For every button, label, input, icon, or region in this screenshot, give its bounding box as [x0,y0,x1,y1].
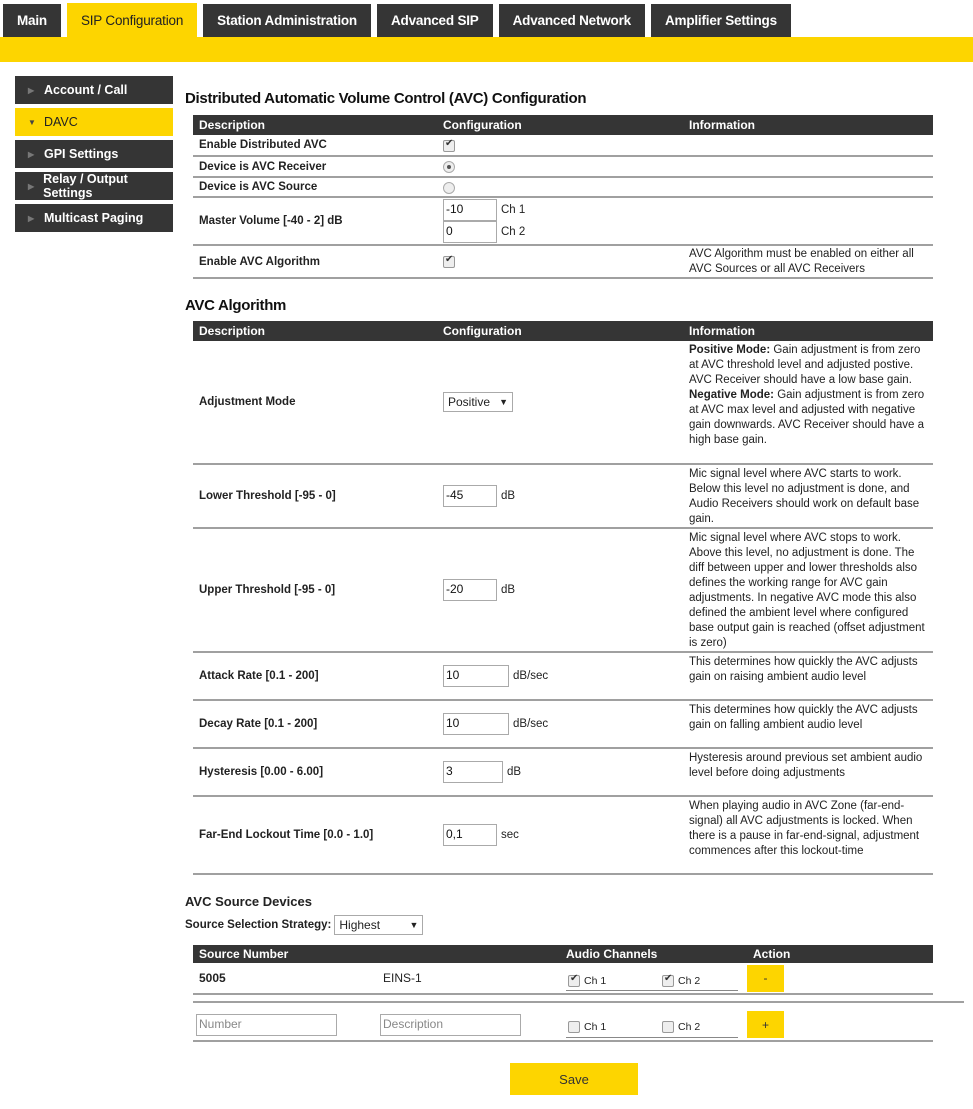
enable-distributed-avc-checkbox[interactable] [443,140,455,152]
column-header-information: Information [683,321,933,341]
table-header [193,115,933,135]
avc-source-label: Device is AVC Source [193,177,437,197]
new-source-ch1-checkbox[interactable] [568,1021,580,1033]
table-row [193,177,933,197]
sidebar-item-label: GPI Settings [44,147,119,161]
tab-sip-configuration[interactable]: SIP Configuration [67,3,197,37]
avc-source-radio[interactable] [443,182,455,194]
far-end-lockout-unit: sec [501,829,519,841]
adjustment-mode-value: Positive [448,395,491,409]
hysteresis-label: Hysteresis [0.00 - 6.00] [193,748,437,796]
new-source-ch2-checkbox[interactable] [662,1021,674,1033]
table-row [193,700,933,748]
table-row [193,464,933,528]
table-row [193,156,933,177]
ch2-label: Ch 2 [678,974,701,987]
master-volume-ch1-input[interactable]: -10 [443,199,497,221]
positive-mode-title: Positive Mode: [689,344,771,356]
main-content [185,90,945,1042]
far-end-lockout-label: Far-End Lockout Time [0.0 - 1.0] [193,796,437,874]
adjustment-mode-info [683,341,933,464]
sidebar-item-account-call[interactable] [15,76,173,104]
enable-distributed-avc-label: Enable Distributed AVC [193,135,437,156]
davc-config-table [193,115,933,279]
top-nav [0,0,797,37]
sources-section-title: AVC Source Devices [185,894,312,909]
column-header-configuration: Configuration [437,321,683,341]
chevron-down-icon: ▼ [409,920,419,930]
tab-main[interactable]: Main [3,4,61,37]
enable-avc-algorithm-checkbox[interactable] [443,256,455,268]
column-header-information: Information [683,115,933,135]
tab-advanced-sip[interactable]: Advanced SIP [377,4,493,37]
add-source-button[interactable]: + [747,1011,784,1038]
triangle-right-icon: ▶ [28,213,35,223]
column-header-source-number: Source Number [193,945,377,963]
source-description: EINS-1 [383,971,422,985]
new-source-table [193,1009,933,1042]
avc-receiver-label: Device is AVC Receiver [193,156,437,177]
sidebar-item-label: Account / Call [44,83,128,97]
column-header-description: Description [193,321,437,341]
table-row [193,748,933,796]
hysteresis-info: Hysteresis around previous set ambient audio level before doing adjustments [683,748,933,796]
decay-rate-info: This determines how quickly the AVC adjusts gain on falling ambient audio level [683,700,933,748]
ch1-label: Ch 1 [501,204,526,216]
triangle-right-icon: ▶ [28,149,35,159]
avc-receiver-radio[interactable] [443,161,455,173]
table-row [193,528,933,652]
master-volume-ch2-input[interactable]: 0 [443,221,497,243]
upper-threshold-unit: dB [501,584,516,596]
lower-threshold-label: Lower Threshold [-95 - 0] [193,464,437,528]
source-ch1-checkbox[interactable] [568,975,580,987]
sidebar-item-davc[interactable] [15,108,173,136]
save-button[interactable]: Save [510,1063,638,1095]
triangle-right-icon: ▶ [28,181,35,191]
source-strategy-value: Highest [339,918,381,932]
adjustment-mode-select[interactable] [443,392,513,412]
column-header-description [377,945,560,963]
source-strategy-select[interactable] [334,915,423,935]
sidebar-item-label: Multicast Paging [44,211,144,225]
upper-threshold-label: Upper Threshold [-95 - 0] [193,528,437,652]
decay-rate-label: Decay Rate [0.1 - 200] [193,700,437,748]
triangle-down-icon: ▼ [28,117,36,127]
lower-threshold-info: Mic signal level where AVC starts to work. Below this level no adjustment is done, and Audio Receivers should work on default base gain. [683,464,933,528]
ch2-label: Ch 2 [678,1021,701,1033]
decay-rate-unit: dB/sec [513,718,549,730]
algorithm-section-title: AVC Algorithm [185,297,287,314]
source-ch2-checkbox[interactable] [662,975,674,987]
column-header-action: Action [747,945,933,963]
tab-station-administration[interactable]: Station Administration [203,4,371,37]
sidebar-item-gpi-settings[interactable] [15,140,173,168]
ch2-label: Ch 2 [501,226,526,238]
davc-section-title: Distributed Automatic Volume Control (AVC) Configuration [185,90,587,107]
table-row [193,341,933,464]
lower-threshold-input[interactable]: -45 [443,485,497,507]
hysteresis-unit: dB [507,766,522,778]
new-source-row [193,1009,933,1041]
upper-threshold-input[interactable]: -20 [443,579,497,601]
enable-avc-algorithm-label: Enable AVC Algorithm [193,245,437,278]
attack-rate-unit: dB/sec [513,670,549,682]
ch1-label: Ch 1 [584,1021,607,1033]
table-row [193,652,933,700]
tab-amplifier-settings[interactable]: Amplifier Settings [651,4,791,37]
header-accent-bar [0,37,973,62]
decay-rate-input[interactable]: 10 [443,713,509,735]
positive-mode-text: Gain adjustment is from zero at AVC threshold level and adjusted postive. AVC Receiver should have a low base gain. [689,344,921,386]
remove-source-button[interactable]: - [747,965,784,992]
algorithm-config-table [193,321,933,875]
source-devices-table [193,945,933,995]
tab-advanced-network[interactable]: Advanced Network [499,4,645,37]
table-header [193,321,933,341]
sidebar-item-multicast-paging[interactable] [15,204,173,232]
new-source-description-input[interactable]: Description [380,1014,521,1036]
master-volume-label: Master Volume [-40 - 2] dB [193,197,437,245]
attack-rate-input[interactable]: 10 [443,665,509,687]
negative-mode-text: Gain adjustment is from zero at AVC max level and adjusted with negative gain downwards. AVC Receiver should have a high base gain. [689,389,925,446]
column-header-audio-channels: Audio Channels [560,945,747,963]
table-row [193,197,933,245]
divider [193,1001,964,1003]
upper-threshold-info: Mic signal level where AVC stops to work. Above this level, no adjustment is done. The diff between upper and lower thresholds also defines the working range for AVC gain adjustments. In negative AVC mode this also defined the ambient level where configured base output gain is reached (offset adjustment is zero) [683,528,933,652]
adjustment-mode-label: Adjustment Mode [193,341,437,464]
column-header-configuration: Configuration [437,115,683,135]
table-row [193,963,933,994]
lower-threshold-unit: dB [501,490,516,502]
sidebar [15,76,173,236]
sidebar-item-label: DAVC [44,115,78,129]
attack-rate-info: This determines how quickly the AVC adjusts gain on raising ambient audio level [683,652,933,700]
table-header [193,945,933,963]
table-row [193,796,933,874]
triangle-right-icon: ▶ [28,85,35,95]
source-strategy-label: Source Selection Strategy: [185,919,332,931]
enable-avc-algorithm-info: AVC Algorithm must be enabled on either all AVC Sources or all AVC Receivers [683,245,933,278]
sidebar-item-label: Relay / Output Settings [43,172,128,200]
source-strategy-row [185,915,945,935]
ch1-label: Ch 1 [584,974,607,987]
attack-rate-label: Attack Rate [0.1 - 200] [193,652,437,700]
source-number: 5005 [199,971,226,985]
negative-mode-title: Negative Mode: [689,389,774,401]
chevron-down-icon: ▼ [499,397,508,407]
far-end-lockout-input[interactable]: 0,1 [443,824,497,846]
table-row [193,135,933,156]
new-source-number-input[interactable]: Number [196,1014,337,1036]
table-row [193,245,933,278]
column-header-description: Description [193,115,437,135]
sidebar-item-relay-output-settings[interactable] [15,172,173,200]
hysteresis-input[interactable]: 3 [443,761,503,783]
far-end-lockout-info: When playing audio in AVC Zone (far-end-signal) all AVC adjustments is locked. When there is a pause in far-end-signal, adjustment commences after this lockout-time [683,796,933,874]
